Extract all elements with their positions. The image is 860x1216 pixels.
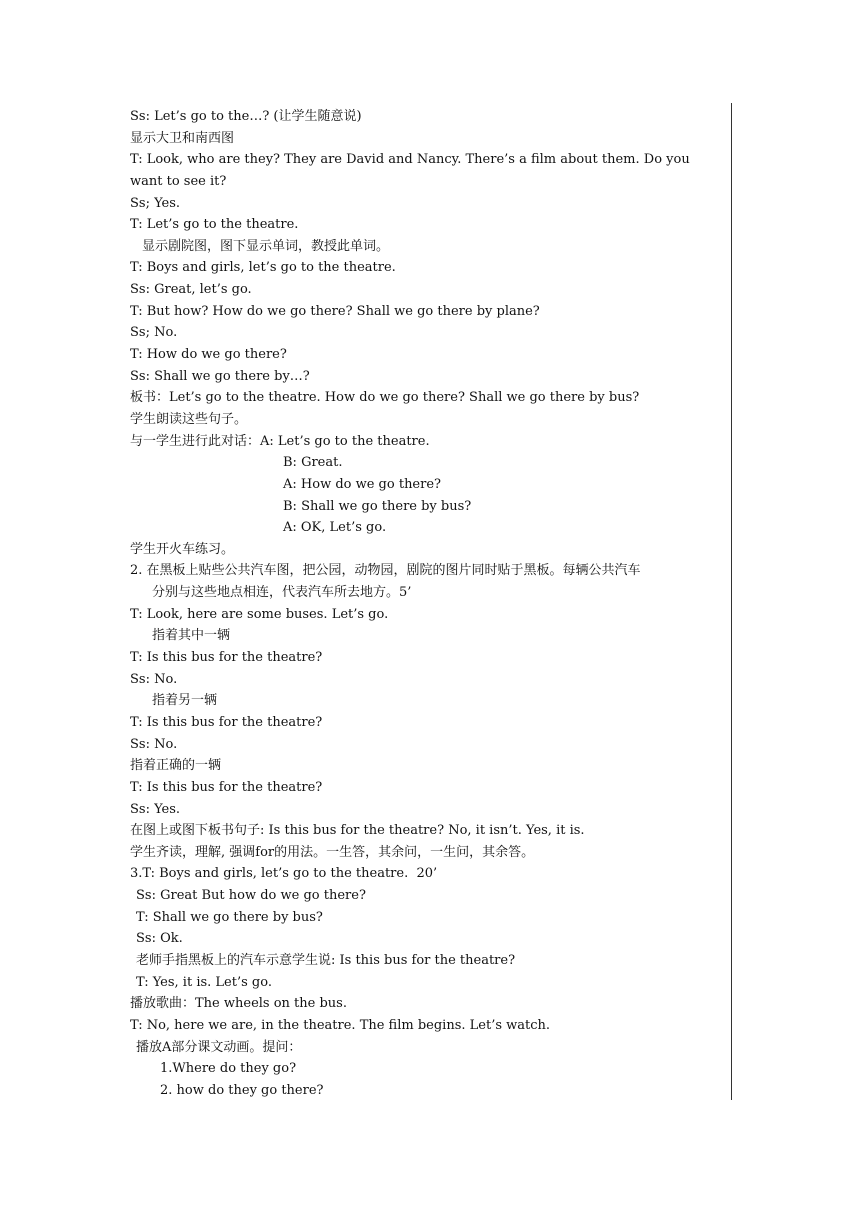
- text-line: 在图上或图下板书句子: Is this bus for the theatre? No, it isn’t. Yes, it is.: [130, 823, 585, 839]
- text-line: T: Is this bus for the theatre?: [130, 650, 323, 666]
- text-line: 学生齐读，理解, 强调for的用法。一生答，其余问，一生问，其余答。: [130, 844, 535, 860]
- text-line: Ss: Let’s go to the…? (让学生随意说): [130, 109, 362, 124]
- text-line: Ss: Ok.: [136, 931, 183, 947]
- lesson-plan-text: [130, 106, 732, 1101]
- text-line: 分别与这些地点相连，代表汽车所去地方。5’: [152, 585, 412, 601]
- text-line: T: Boys and girls, let’s go to the theatre.: [130, 260, 396, 276]
- dialog-line: B: Shall we go there by bus?: [283, 498, 472, 514]
- text-line: Ss: Yes.: [130, 801, 181, 817]
- text-line: T: Look, here are some buses. Let’s go.: [130, 606, 389, 622]
- text-line: T: How do we go there?: [130, 347, 287, 363]
- text-line: T: Is this bus for the theatre?: [130, 714, 323, 730]
- text-line: Ss: No.: [130, 671, 178, 687]
- text-line: 显示剧院图，图下显示单词，教授此单词。: [142, 238, 390, 254]
- text-line: 指着正确的一辆: [130, 758, 222, 774]
- text-line: 显示大卫和南西图: [130, 130, 235, 146]
- text-line: T: Look, who are they? They are David and Nancy. There’s a film about them. Do you: [130, 152, 690, 168]
- text-line: 2. 在黑板上贴些公共汽车图，把公园，动物园，剧院的图片同时贴于黑板。每辆公共汽车: [130, 563, 641, 579]
- text-line: Ss; No.: [130, 325, 178, 341]
- text-line: 播放歌曲：The wheels on the bus.: [130, 996, 347, 1012]
- text-line: 学生朗读这些句子。: [130, 411, 248, 427]
- text-line: T: Is this bus for the theatre?: [130, 779, 323, 795]
- text-line: T: No, here we are, in the theatre. The film begins. Let’s watch.: [130, 1017, 551, 1033]
- dialog-line: A: OK, Let’s go.: [283, 520, 387, 536]
- text-line: 学生开火车练习。: [130, 541, 235, 557]
- text-line: 板书：Let’s go to the theatre. How do we go there? Shall we go there by bus?: [130, 390, 640, 406]
- text-line: want to see it?: [130, 173, 227, 189]
- dialog-line: A: How do we go there?: [283, 476, 442, 492]
- text-line: T: Yes, it is. Let’s go.: [136, 974, 272, 990]
- text-line: 播放A部分课文动画。提问：: [136, 1039, 302, 1055]
- text-line: Ss: No.: [130, 736, 178, 752]
- question-line: 1.Where do they go?: [160, 1061, 297, 1077]
- text-line: T: But how? How do we go there? Shall we go there by plane?: [130, 303, 540, 319]
- text-line: T: Shall we go there by bus?: [136, 909, 323, 925]
- dialog-line: B: Great.: [283, 455, 343, 471]
- text-line: Ss: Shall we go there by…?: [130, 368, 310, 384]
- text-line: Ss: Great But how do we go there?: [136, 888, 366, 904]
- text-line: 指着其中一辆: [152, 628, 231, 644]
- text-line: T: Let’s go to the theatre.: [130, 217, 299, 233]
- text-line: Ss: Great, let’s go.: [130, 282, 252, 298]
- text-line: 与一学生进行此对话：A: Let’s go to the theatre.: [130, 433, 430, 449]
- text-line: 老师手指黑板上的汽车示意学生说: Is this bus for the theatre?: [136, 952, 516, 968]
- question-line: 2. how do they go there?: [160, 1082, 324, 1098]
- text-line: 3.T: Boys and girls, let’s go to the theatre. 20’: [130, 866, 438, 882]
- text-line: Ss; Yes.: [130, 195, 181, 211]
- text-line: 指着另一辆: [152, 693, 218, 709]
